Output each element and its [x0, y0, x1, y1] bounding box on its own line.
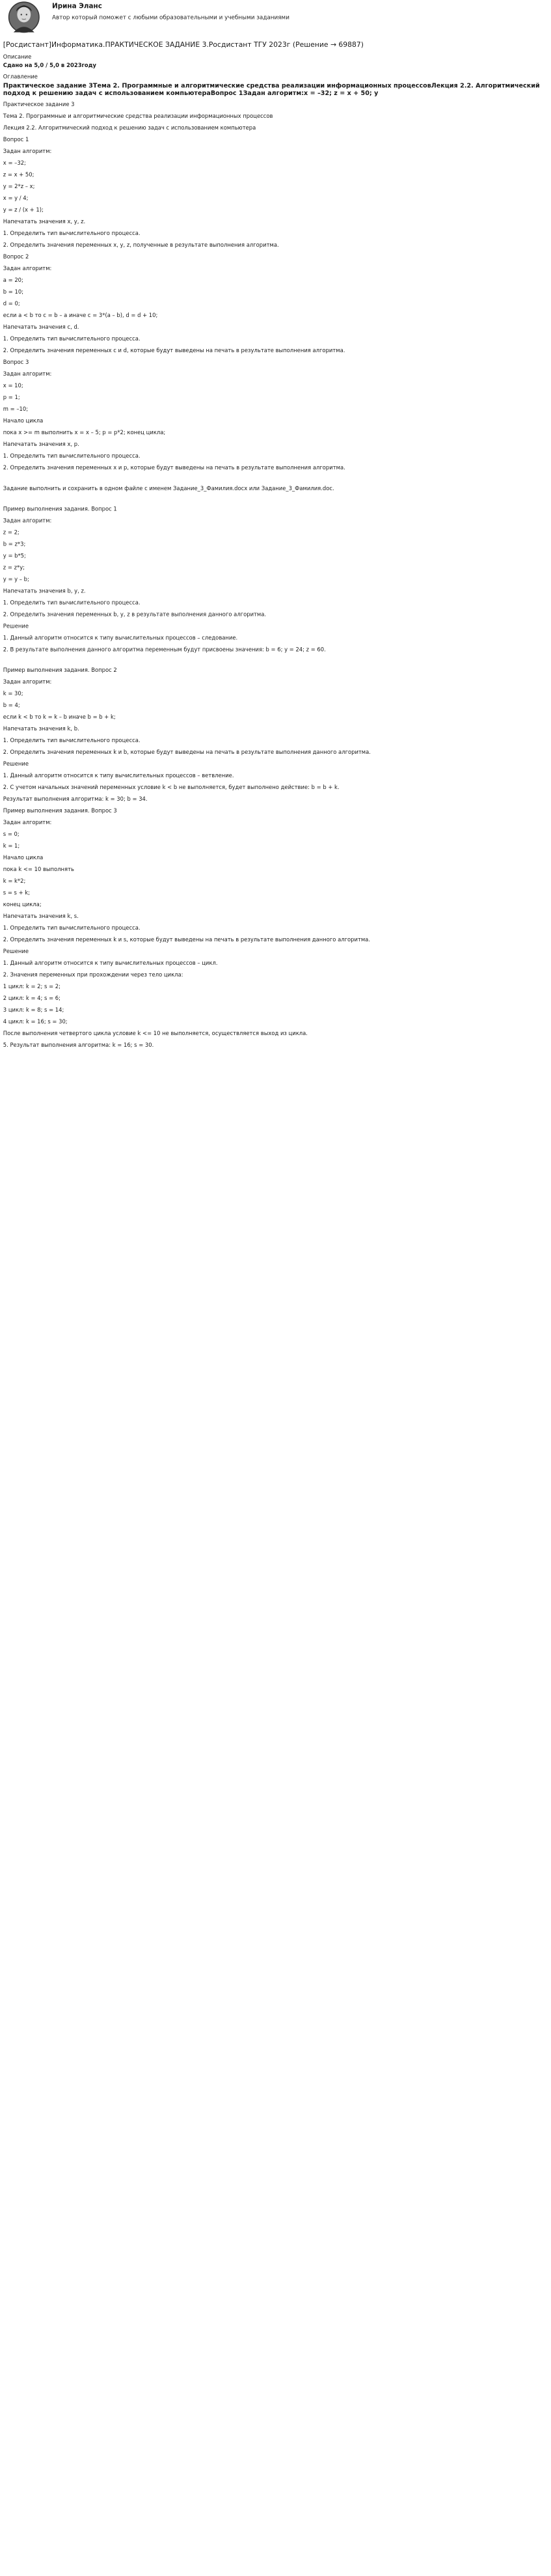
paragraph: конец цикла; [3, 901, 42, 907]
paragraph: 1. Определить тип вычислительного процесса. [3, 737, 141, 743]
paragraph: z = z*y; [3, 564, 25, 571]
paragraph: 1. Определить тип вычислительного процесса. [3, 452, 141, 460]
paragraph: 2. Определить значения переменных k и b, которые будут выведены на печать в результате выполнения данного алгоритма. [3, 749, 371, 755]
paragraph: Напечатать значения x, p. [3, 441, 79, 448]
paragraph: После выполнения четвертого цикла условие k <= 10 не выполняется, осуществляется выход из цикла. [3, 1030, 308, 1036]
paragraph: x = –32; [3, 159, 26, 167]
paragraph: 2. Определить значения переменных x, y, z, полученные в результате выполнения алгоритма. [3, 242, 279, 249]
paragraph: s = s + k; [3, 889, 31, 896]
paragraph: Задание выполнить и сохранить в одном файле с именем Задание_3_Фамилия.docx или Задание_3_Фамилия.doc. [3, 485, 334, 492]
paragraph: Пример выполнения задания. Вопрос 2 [3, 667, 117, 673]
page-title: [Росдистант]Информатика.ПРАКТИЧЕСКОЕ ЗАДАНИЕ 3.Росдистант ТГУ 2023г (Решение → 69887) [3, 40, 364, 49]
paragraph: Начало цикла [3, 854, 44, 861]
paragraph: 3 цикл: k = 8; s = 14; [3, 1006, 64, 1013]
paragraph: 1. Определить тип вычислительного процесса. [3, 230, 141, 237]
paragraph: Вопрос 3 [3, 359, 29, 366]
paragraph: Пример выполнения задания. Вопрос 1 [3, 505, 117, 512]
spacer [3, 658, 548, 667]
paragraph: a = 20; [3, 277, 23, 284]
author-block [3, 0, 548, 35]
paragraph: 1. Данный алгоритм относится к типу вычислительных процессов – ветвление. [3, 772, 234, 779]
paragraph: Тема 2. Программные и алгоритмические средства реализации информационных процессов [3, 113, 273, 120]
paragraph: Задан алгоритм: [3, 517, 52, 524]
paragraph: 1. Определить тип вычислительного процесса. [3, 335, 141, 342]
paragraph: Напечатать значения c, d. [3, 324, 79, 331]
author-info [52, 1, 289, 22]
spacer [3, 497, 548, 506]
paragraph: 1. Определить тип вычислительного процесса. [3, 924, 141, 931]
paragraph: 1. Определить тип вычислительного процесса. [3, 599, 141, 606]
spacer [3, 476, 548, 485]
paragraph: если k < b то k = k – b иначе b = b + k; [3, 713, 116, 720]
paragraph: y = 2*z – x; [3, 183, 35, 190]
author-name[interactable]: Ирина Эланс [52, 2, 102, 10]
paragraph: k = 1; [3, 842, 20, 849]
paragraph: 2. Определить значения переменных b, y, z в результате выполнения данного алгоритма. [3, 611, 267, 618]
paragraph: 2. Определить значения переменных k и s, которые будут выведены на печать в результате выполнения данного алгоритма. [3, 936, 371, 943]
paragraph: 2. Определить значения переменных x и p, которые будут выведены на печать в результате выполнения алгоритма. [3, 464, 345, 471]
paragraph: 5. Результат выполнения алгоритма: k = 16; s = 30. [3, 1042, 154, 1048]
paragraph: 2. Значения переменных при прохождении через тело цикла: [3, 971, 183, 978]
paragraph: Напечатать значения x, y, z. [3, 218, 86, 225]
author-description: Автор который поможет с любыми образовательными и учебными заданиями [52, 14, 289, 21]
paragraph: x = 10; [3, 382, 23, 389]
paragraph: пока x >= m выполнить x = x – 5; p = p*2; конец цикла; [3, 429, 166, 436]
paragraph: b = 4; [3, 702, 20, 708]
contents-heading: Практическое задание 3Тема 2. Программные и алгоритмические средства реализации информационных процессовЛекция 2.2. Алгоритмический подход к решению задач с использованием компьютераВопрос 1Задан алгоритм:x = –32; z = x + 50; y [3, 81, 540, 97]
paragraph: 2. Определить значения переменных c и d, которые будут выведены на печать в результате выполнения алгоритма. [3, 347, 345, 354]
paragraph: m = –10; [3, 406, 29, 413]
paragraph: 1 цикл: k = 2; s = 2; [3, 983, 60, 990]
paragraph: Практическое задание 3 [3, 101, 75, 108]
paragraph: Задан алгоритм: [3, 265, 52, 272]
document-body [3, 101, 548, 1049]
paragraph: b = 10; [3, 288, 24, 296]
paragraph: y = y – b; [3, 575, 29, 583]
avatar[interactable] [3, 1, 45, 35]
description-text: Сдано на 5,0 / 5,0 в 2023году [3, 62, 96, 68]
paragraph: d = 0; [3, 300, 20, 307]
paragraph: Решение [3, 948, 29, 954]
paragraph: Результат выполнения алгоритма: k = 30; b = 34. [3, 796, 148, 802]
paragraph: s = 0; [3, 831, 20, 837]
avatar-image [3, 1, 45, 35]
paragraph: z = x + 50; [3, 171, 34, 178]
paragraph: Лекция 2.2. Алгоритмический подход к решению задач с использованием компьютера [3, 124, 256, 132]
paragraph: k = 30; [3, 690, 23, 697]
paragraph: Задан алгоритм: [3, 370, 52, 378]
paragraph: Решение [3, 622, 29, 630]
paragraph: y = b*5; [3, 552, 26, 559]
paragraph: 1. Данный алгоритм относится к типу вычислительных процессов – следование. [3, 634, 238, 641]
paragraph: пока k <= 10 выполнять [3, 866, 74, 872]
paragraph: Задан алгоритм: [3, 678, 52, 685]
paragraph: Напечатать значения k, b. [3, 725, 79, 732]
paragraph: Задан алгоритм: [3, 148, 52, 155]
description-label: Описание [3, 53, 32, 60]
paragraph: Вопрос 2 [3, 253, 29, 260]
paragraph: k = k*2; [3, 878, 26, 884]
paragraph: Пример выполнения задания. Вопрос 3 [3, 807, 117, 814]
paragraph: 2 цикл: k = 4; s = 6; [3, 995, 60, 1001]
paragraph: Напечатать значения k, s. [3, 913, 79, 919]
paragraph: 2. В результате выполнения данного алгоритма переменным будут присвоены значения: b = 6; y = 24; z = 60. [3, 646, 326, 653]
paragraph: если a < b то c = b – a иначе c = 3*(a – b), d = d + 10; [3, 312, 158, 319]
paragraph: Задан алгоритм: [3, 819, 52, 825]
paragraph: 1. Данный алгоритм относится к типу вычислительных процессов – цикл. [3, 960, 218, 966]
paragraph: Решение [3, 760, 29, 767]
paragraph: 2. С учетом начальных значений переменных условие k < b не выполняется, будет выполнено действие: b = b + k. [3, 784, 340, 790]
contents-label: Оглавление [3, 73, 38, 80]
paragraph: b = z*3; [3, 540, 26, 547]
paragraph: Начало цикла [3, 417, 44, 424]
paragraph: 4 цикл: k = 16; s = 30; [3, 1018, 68, 1025]
paragraph: Вопрос 1 [3, 136, 29, 143]
paragraph: Напечатать значения b, y, z. [3, 587, 86, 594]
paragraph: x = y / 4; [3, 195, 29, 202]
paragraph: p = 1; [3, 394, 20, 401]
paragraph: y = z / (x + 1); [3, 206, 44, 214]
paragraph: z = 2; [3, 529, 20, 536]
